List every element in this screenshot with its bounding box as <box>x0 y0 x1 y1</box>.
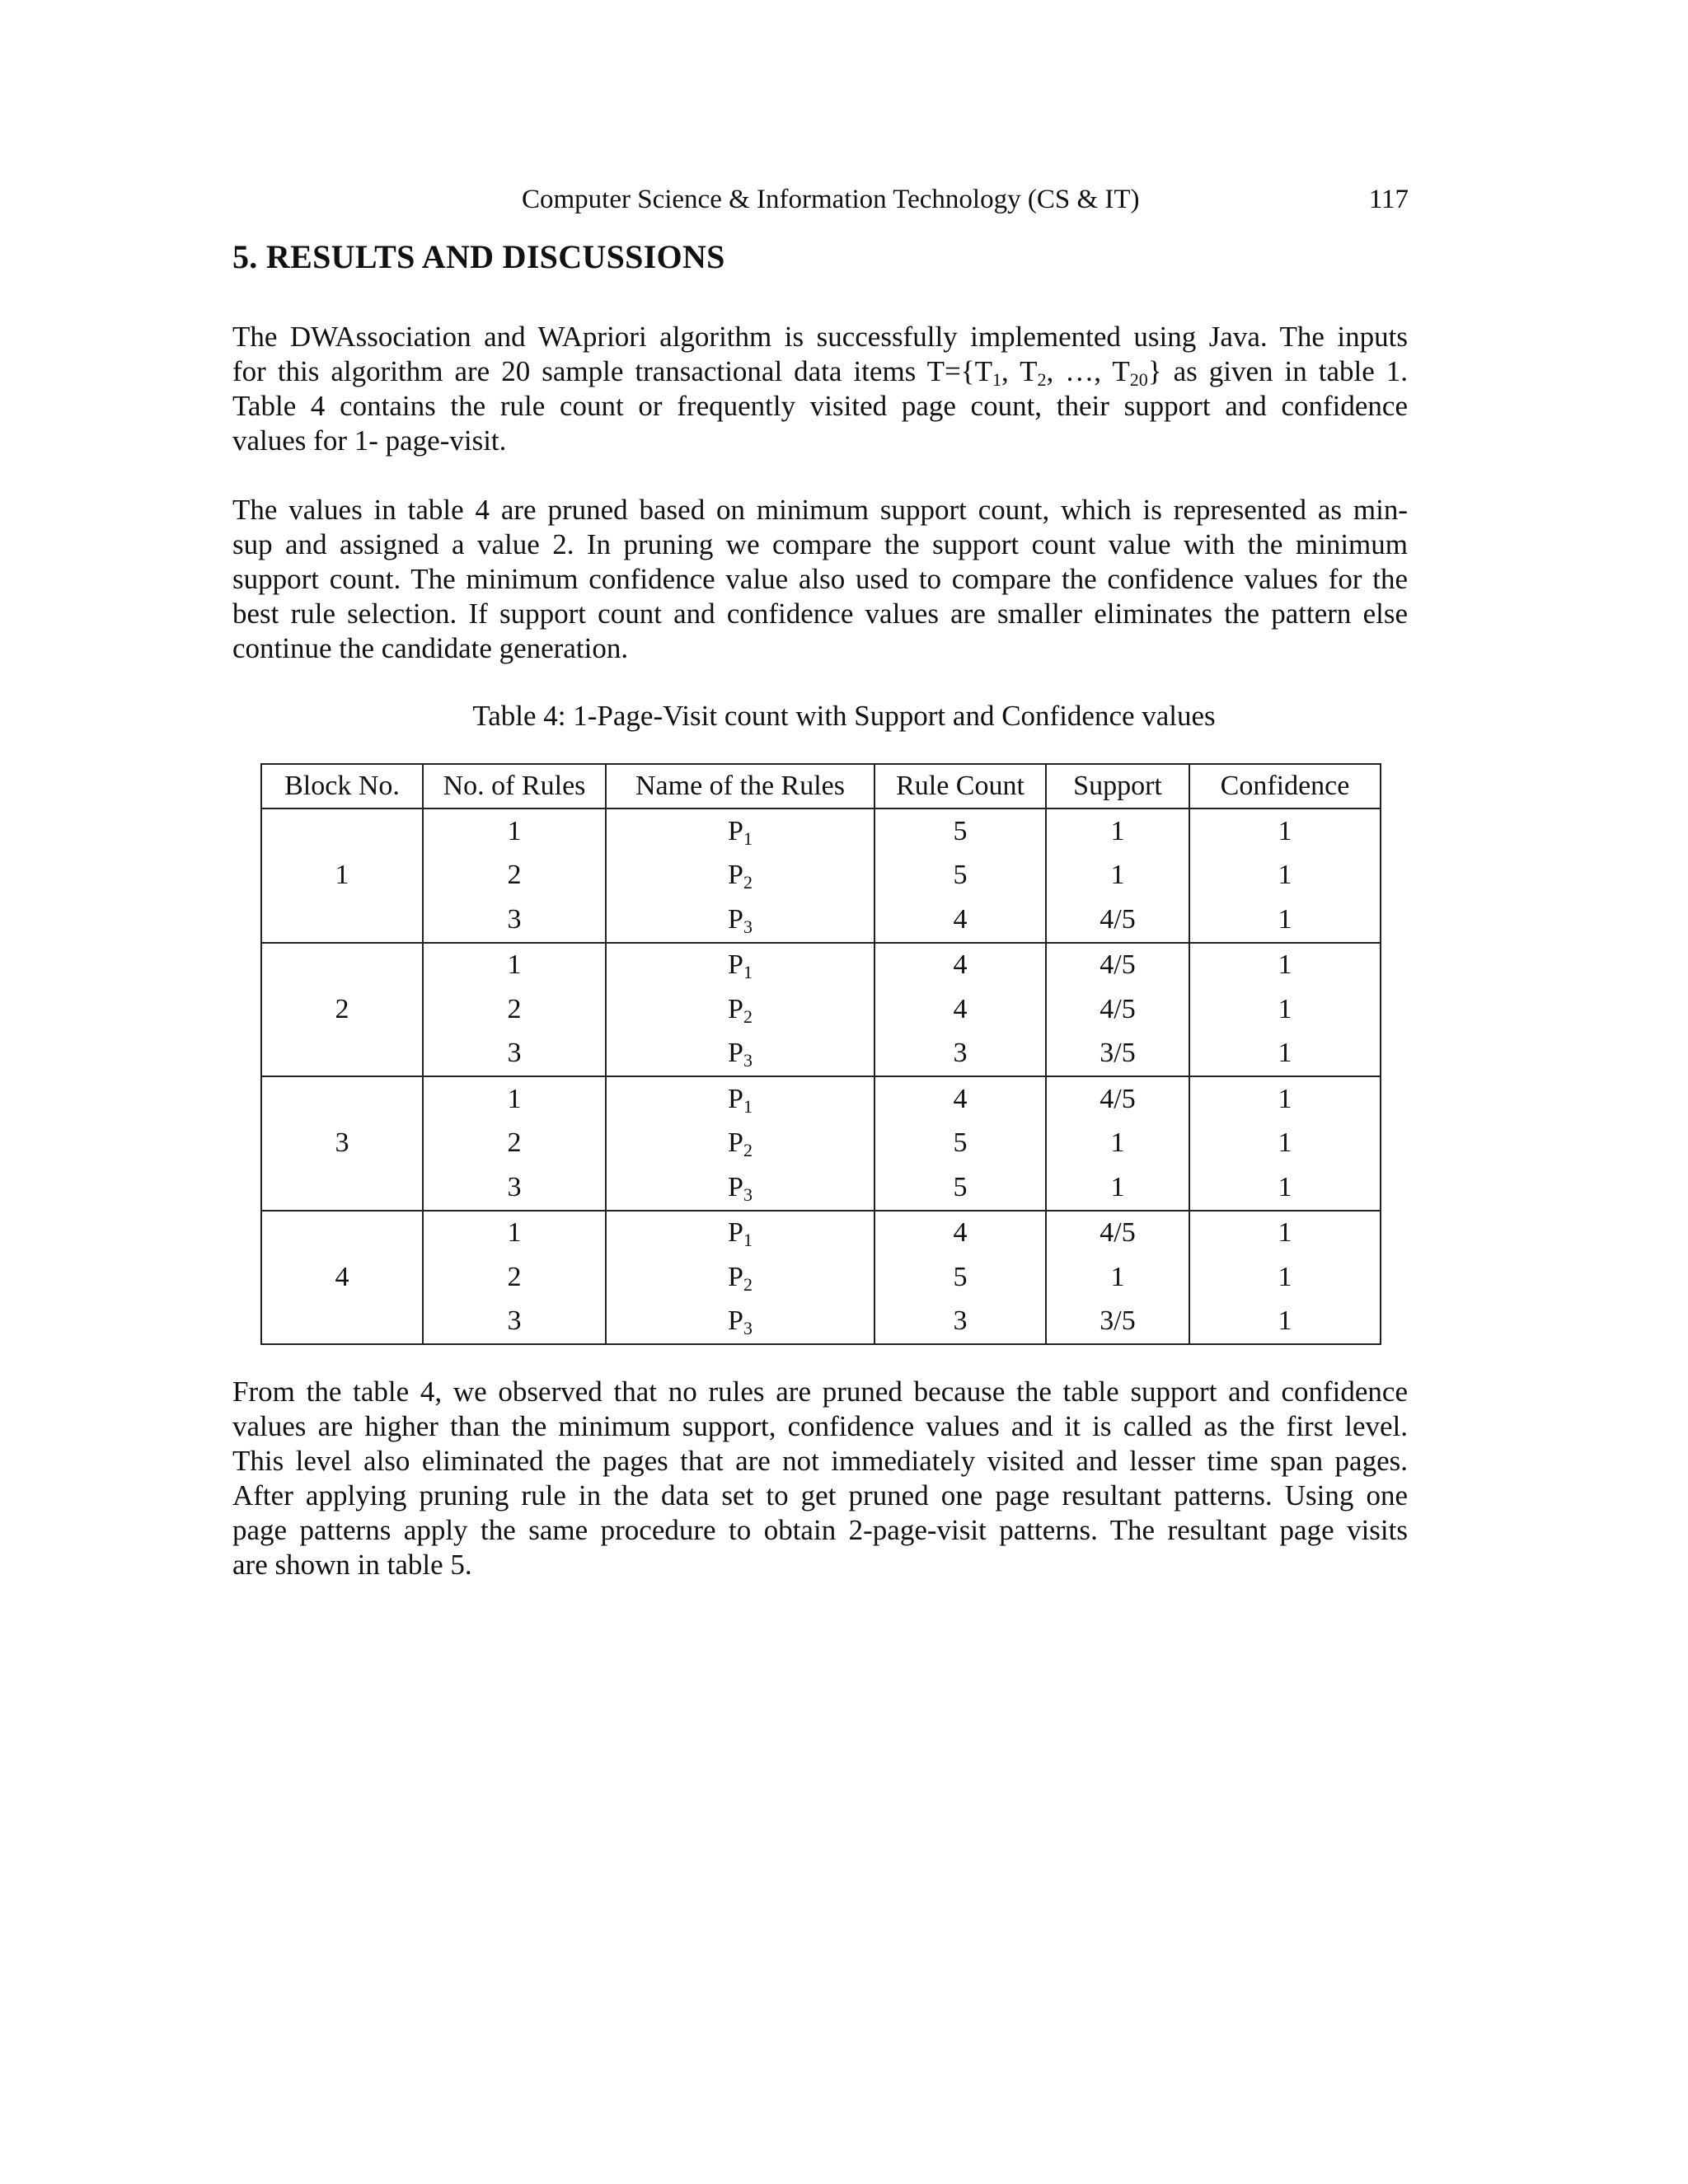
column-header: Confidence <box>1189 764 1381 808</box>
rule-number-cell: 3 <box>423 898 606 943</box>
paragraph-line: best rule selection. If support count and confidence values are smaller eliminates the pattern else <box>232 598 1408 630</box>
column-header: Support <box>1046 764 1189 808</box>
paragraph-pruning <box>232 493 1408 666</box>
paragraph-line: The values in table 4 are pruned based on minimum support count, which is represented as min- <box>232 494 1408 526</box>
rule-name-cell: $P_2$ <box>606 1122 874 1166</box>
paragraph-line: values for 1- page-visit. <box>232 424 507 457</box>
table-body <box>261 808 1381 1344</box>
block-number-cell: 2 <box>261 943 423 1077</box>
support-cell: 3/5 <box>1046 1300 1189 1345</box>
table-row <box>261 943 1381 988</box>
rule-name-cell: $P_1$ <box>606 943 874 988</box>
rule-number-cell: 2 <box>423 854 606 898</box>
paragraph-observation <box>232 1375 1408 1582</box>
support-cell: 4/5 <box>1046 943 1189 988</box>
rule-number-cell: 1 <box>423 808 606 854</box>
table-row <box>261 1211 1381 1256</box>
support-cell: 4/5 <box>1046 898 1189 943</box>
support-cell: 1 <box>1046 1122 1189 1166</box>
table-row <box>261 1165 1381 1211</box>
rule-number-cell: 1 <box>423 1076 606 1122</box>
confidence-cell: 1 <box>1189 1255 1381 1300</box>
confidence-cell: 1 <box>1189 898 1381 943</box>
rule-number-cell: 2 <box>423 1122 606 1166</box>
rule-name-cell: $P_3$ <box>606 1300 874 1345</box>
paragraph-line: From the table 4, we observed that no rules are pruned because the table support and confidence <box>232 1376 1408 1408</box>
rule-count-cell: 4 <box>874 898 1046 943</box>
rule-name-cell: $P_1$ <box>606 1211 874 1256</box>
table-row <box>261 1122 1381 1166</box>
table-caption: Table 4: 1-Page-Visit count with Support and Confidence values <box>472 700 1216 732</box>
table-row <box>261 854 1381 898</box>
rule-name-cell: $P_3$ <box>606 1032 874 1077</box>
confidence-cell: 1 <box>1189 854 1381 898</box>
table-row <box>261 808 1381 854</box>
confidence-cell: 1 <box>1189 1300 1381 1345</box>
confidence-cell: 1 <box>1189 1211 1381 1256</box>
paragraph-line: page patterns apply the same procedure to obtain 2-page-visit patterns. The resultant page visits <box>232 1514 1408 1546</box>
confidence-cell: 1 <box>1189 1032 1381 1077</box>
confidence-cell: 1 <box>1189 943 1381 988</box>
support-cell: 4/5 <box>1046 1076 1189 1122</box>
rule-number-cell: 2 <box>423 987 606 1032</box>
running-head: Computer Science & Information Technology (CS & IT) <box>522 185 1140 214</box>
rule-count-cell: 4 <box>874 987 1046 1032</box>
rule-count-cell: 4 <box>874 943 1046 988</box>
rule-count-cell: 5 <box>874 1255 1046 1300</box>
section-heading <box>232 237 725 277</box>
paragraph-line: support count. The minimum confidence value also used to compare the confidence values for the <box>232 563 1408 595</box>
section-title: RESULTS AND DISCUSSIONS <box>265 238 725 275</box>
rule-number-cell: 3 <box>423 1032 606 1077</box>
block-number-cell: 3 <box>261 1076 423 1211</box>
rule-number-cell: 1 <box>423 943 606 988</box>
rule-name-cell: $P_1$ <box>606 1076 874 1122</box>
column-header: Name of the Rules <box>606 764 874 808</box>
column-header: Block No. <box>261 764 423 808</box>
rule-count-cell: 5 <box>874 1122 1046 1166</box>
confidence-cell: 1 <box>1189 987 1381 1032</box>
support-cell: 1 <box>1046 1165 1189 1211</box>
block-number-cell: 4 <box>261 1211 423 1345</box>
rule-number-cell: 3 <box>423 1165 606 1211</box>
paragraph-line: Table 4 contains the rule count or frequently visited page count, their support and confidence <box>232 390 1408 422</box>
paragraph-line: continue the candidate generation. <box>232 632 629 664</box>
confidence-cell: 1 <box>1189 1122 1381 1166</box>
table-row <box>261 898 1381 943</box>
paragraph-line: sup and assigned a value 2. In pruning we compare the support count value with the minimum <box>232 528 1408 560</box>
rule-count-cell: 3 <box>874 1032 1046 1077</box>
support-cell: 1 <box>1046 808 1189 854</box>
block-number-cell: 1 <box>261 808 423 943</box>
confidence-cell: 1 <box>1189 1076 1381 1122</box>
paragraph-line: for this algorithm are 20 sample transactional data items $T=\{T_1$, $T_2$, …, $T_{20}$} as given in table 1. <box>232 355 1408 390</box>
rule-number-cell: 1 <box>423 1211 606 1256</box>
rule-number-cell: 2 <box>423 1255 606 1300</box>
table-header-row <box>261 764 1381 808</box>
paragraph-line: The DWAssociation and WApriori algorithm is successfully implemented using Java. The inputs <box>232 321 1408 353</box>
rule-count-cell: 5 <box>874 808 1046 854</box>
rule-count-cell: 5 <box>874 1165 1046 1211</box>
table-row <box>261 1300 1381 1345</box>
support-cell: 4/5 <box>1046 987 1189 1032</box>
rule-number-cell: 3 <box>423 1300 606 1345</box>
rule-name-cell: $P_2$ <box>606 987 874 1032</box>
support-cell: 1 <box>1046 1255 1189 1300</box>
rule-count-cell: 4 <box>874 1211 1046 1256</box>
rule-name-cell: $P_2$ <box>606 854 874 898</box>
rule-count-cell: 3 <box>874 1300 1046 1345</box>
section-number: 5. <box>232 238 258 275</box>
paragraph-line: This level also eliminated the pages that are not immediately visited and lesser time span pages. <box>232 1445 1408 1477</box>
paragraph-line: are shown in table 5. <box>232 1549 472 1581</box>
confidence-cell: 1 <box>1189 808 1381 854</box>
column-header: Rule Count <box>874 764 1046 808</box>
rule-name-cell: $P_1$ <box>606 808 874 854</box>
paragraph-intro <box>232 320 1408 458</box>
support-cell: 4/5 <box>1046 1211 1189 1256</box>
support-cell: 1 <box>1046 854 1189 898</box>
support-cell: 3/5 <box>1046 1032 1189 1077</box>
paragraph-line: After applying pruning rule in the data set to get pruned one page resultant patterns. Using one <box>232 1479 1408 1511</box>
table-row <box>261 987 1381 1032</box>
page-number: 117 <box>1368 185 1409 214</box>
table-row <box>261 1032 1381 1077</box>
paragraph-line: values are higher than the minimum support, confidence values and it is called as the first level. <box>232 1410 1408 1442</box>
rule-name-cell: $P_2$ <box>606 1255 874 1300</box>
rule-name-cell: $P_3$ <box>606 1165 874 1211</box>
rule-count-cell: 4 <box>874 1076 1046 1122</box>
rule-name-cell: $P_3$ <box>606 898 874 943</box>
results-table <box>260 763 1381 1345</box>
table-row <box>261 1076 1381 1122</box>
column-header: No. of Rules <box>423 764 606 808</box>
confidence-cell: 1 <box>1189 1165 1381 1211</box>
table-row <box>261 1255 1381 1300</box>
rule-count-cell: 5 <box>874 854 1046 898</box>
